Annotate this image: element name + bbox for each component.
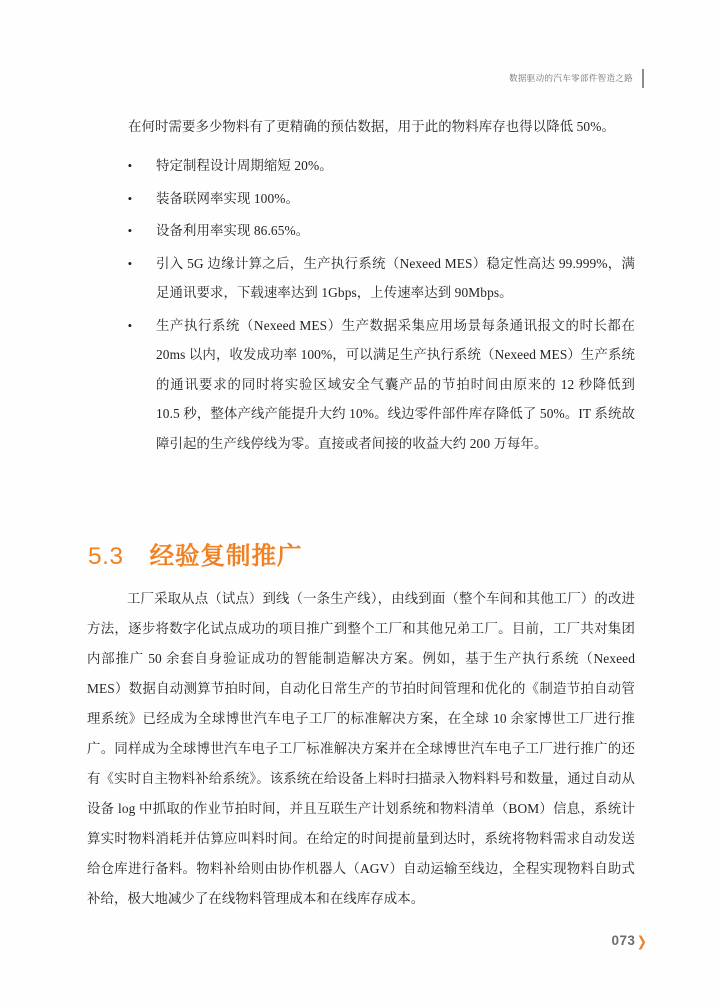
- list-item-text: 生产执行系统（Nexeed MES）生产数据采集应用场景每条通讯报文的时长都在 20ms 以内，收发成功率 100%，可以满足生产执行系统（Nexeed MES）生产系统的通讯要求的同时将实验区域安全气囊产品的节拍时间由原来的 12 秒降低到 10.5 秒，整体产线产能提升大约 10%。线边零件部件库存降低了 50%。IT 系统故障引起的生产线停线为零。直接或者间接的收益大约 200 万每年。: [156, 317, 635, 451]
- body-paragraph: 工厂采取从点（试点）到线（一条生产线），由线到面（整个车间和其他工厂）的改进方法，逐步将数字化试点成功的项目推广到整个工厂和其他兄弟工厂。目前，工厂共对集团内部推广 50 余套自身验证成功的智能制造解决方案。例如，基于生产执行系统（Nexeed MES）数据自动测算节拍时间，自动化日常生产的节拍时间管理和优化的《制造节拍自动管理系统》已经成为全球博世汽车电子工厂的标准解决方案，在全球 10 余家博世工厂进行推广。同样成为全球博世汽车电子工厂标准解决方案并在全球博世汽车电子工厂进行推广的还有《实时自主物料补给系统》。该系统在给设备上料时扫描录入物料料号和数量，通过自动从设备 log 中抓取的作业节拍时间，并且互联生产计划系统和物料清单（BOM）信息，系统计算实时物料消耗并估算应叫料时间。在给定的时间提前量到达时，系统将物料需求自动发送给仓库进行备料。物料补给则由协作机器人（AGV）自动运输至线边，全程实现物料自助式补给，极大地减少了在线物料管理成本和在线库存成本。: [87, 591, 635, 906]
- list-item: [87, 249, 635, 308]
- bullet-dot-icon: •: [127, 223, 133, 238]
- running-header: [509, 68, 644, 88]
- section-number: 5.3: [88, 543, 124, 571]
- section-heading: [88, 537, 303, 572]
- list-item: [87, 311, 635, 459]
- page-content-top: [87, 112, 635, 458]
- list-item-text: 设备利用率实现 86.65%。: [156, 223, 310, 238]
- bullet-dot-icon: •: [127, 255, 133, 271]
- list-item-text: 装备联网率实现 100%。: [156, 190, 300, 206]
- running-header-rule: [642, 69, 644, 88]
- chevron-right-icon: ❯: [637, 932, 648, 949]
- running-header-title: 数据驱动的汽车零部件智造之路: [509, 72, 633, 83]
- page-folio: [612, 933, 648, 948]
- bullet-dot-icon: •: [127, 158, 133, 173]
- continued-paragraph: 在何时需要多少物料有了更精确的预估数据，用于此的物料库存也得以降低 50%。: [128, 119, 615, 134]
- bullet-dot-icon: •: [127, 190, 133, 206]
- bullet-dot-icon: •: [127, 317, 133, 333]
- list-item: [87, 184, 635, 214]
- list-item-text: 引入 5G 边缘计算之后，生产执行系统（Nexeed MES）稳定性高达 99.999%，满足通讯要求，下载速率达到 1Gbps，上传速率达到 90Mbps。: [156, 255, 635, 300]
- page-content-body: [87, 584, 635, 914]
- list-item: [87, 151, 635, 181]
- achievements-bullet-list: [87, 151, 635, 458]
- list-item: [87, 216, 635, 246]
- list-item-text: 特定制程设计周期缩短 20%。: [156, 158, 333, 173]
- section-title: 经验复制推广: [149, 543, 303, 571]
- page-number: 073: [611, 933, 636, 948]
